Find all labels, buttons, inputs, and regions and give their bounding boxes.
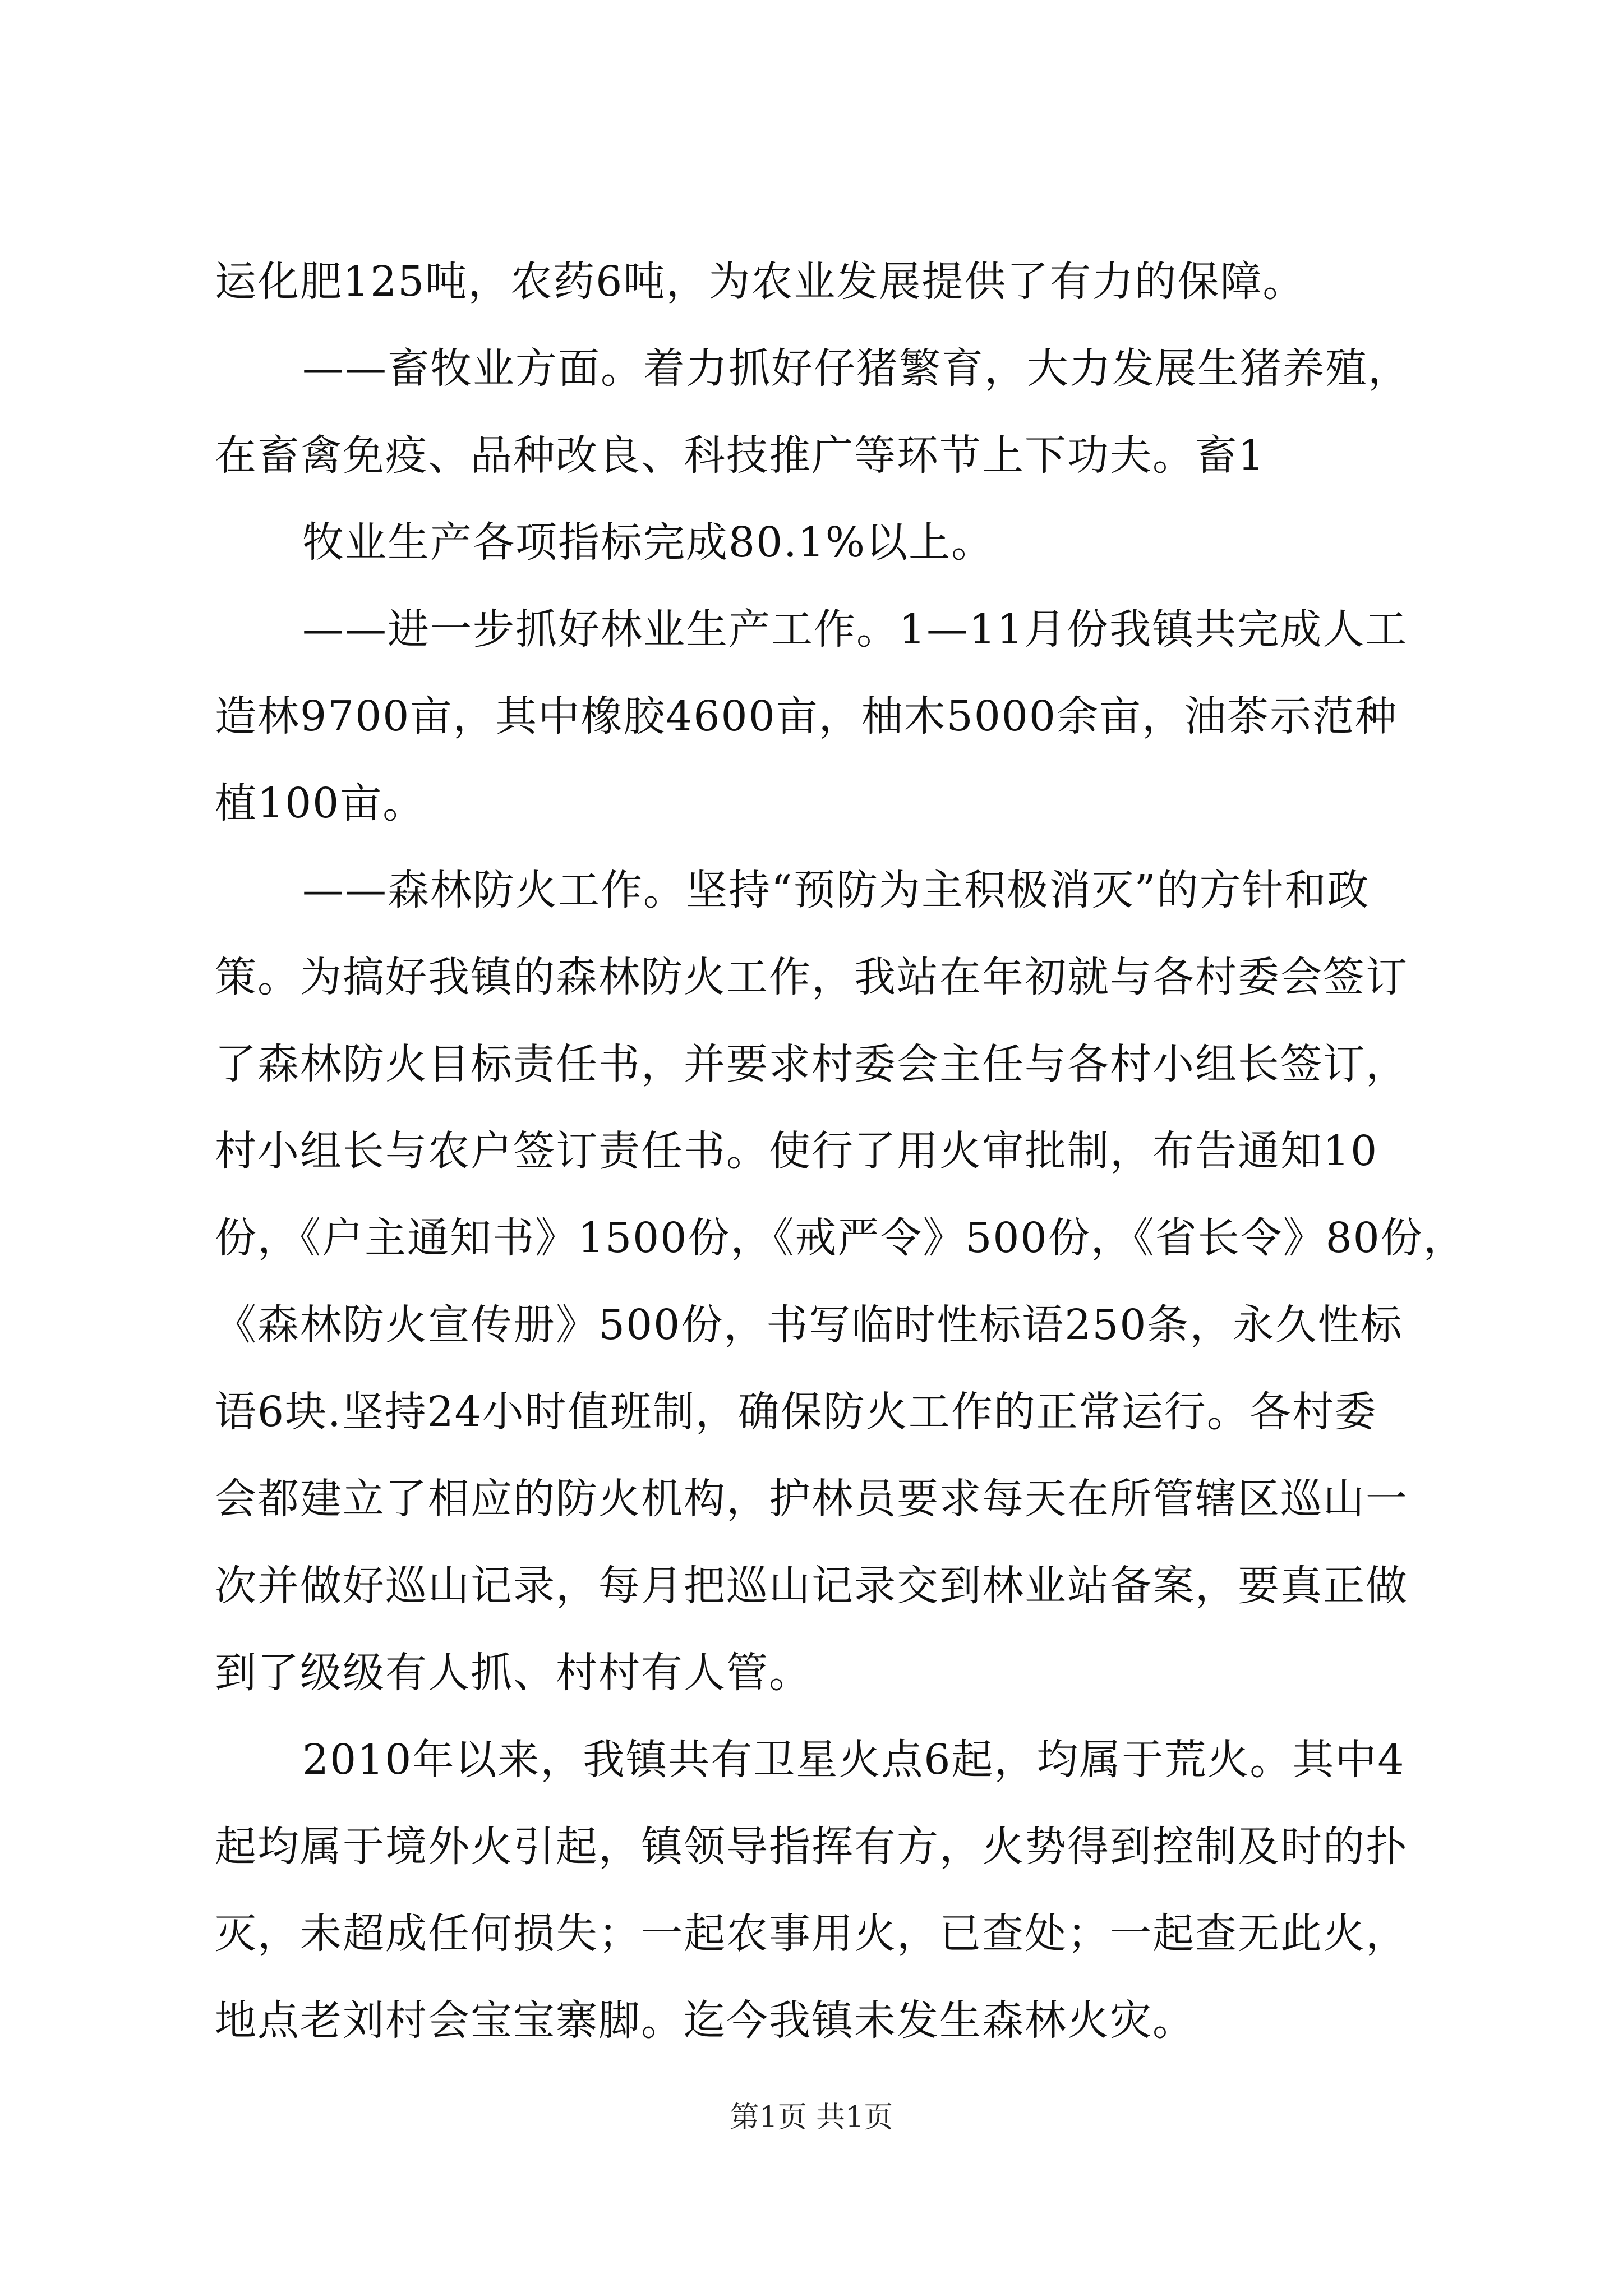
text-line: 了森林防火目标责任书，并要求村委会主任与各村小组长签订，	[215, 1040, 1408, 1088]
text-line: ——畜牧业方面。着力抓好仔猪繁育，大力发展生猪养殖，	[302, 344, 1410, 393]
document-body	[215, 238, 1466, 2064]
text-line: 地点老刘村会宝宝寨脚。迄今我镇未发生森林火灾。	[215, 1996, 1195, 2045]
text-line: 2010年以来，我镇共有卫星火点6起，均属于荒火。其中4	[302, 1736, 1405, 1784]
text-line: 份，《户主通知书》1500份，《戒严令》500份，《省长令》80份，	[215, 1214, 1466, 1262]
text-line: 村小组长与农户签订责任书。使行了用火审批制，布告通知10	[215, 1127, 1378, 1175]
text-line: 在畜禽免疫、品种改良、科技推广等环节上下功夫。畜1	[215, 431, 1266, 480]
text-line: 次并做好巡山记录，每月把巡山记录交到林业站备案，要真正做	[215, 1562, 1408, 1610]
text-line: 运化肥125吨，农药6吨，为农业发展提供了有力的保障。	[215, 257, 1306, 306]
text-line: 植100亩。	[215, 779, 426, 827]
text-line: 牧业生产各项指标完成80.1%以上。	[302, 518, 994, 567]
text-line: 灭，未超成任何损失；一起农事用火，已查处；一起查无此火，	[215, 1910, 1408, 1958]
text-line: 起均属于境外火引起，镇领导指挥有方，火势得到控制及时的扑	[215, 1823, 1408, 1871]
text-line: 会都建立了相应的防火机构，护林员要求每天在所管辖区巡山一	[215, 1475, 1408, 1523]
page-footer: 第1页 共1页	[730, 2101, 893, 2134]
text-line: 策。为搞好我镇的森林防火工作，我站在年初就与各村委会签订	[215, 953, 1408, 1001]
text-line: 《森林防火宣传册》500份，书写临时性标语250条，永久性标	[215, 1301, 1403, 1349]
text-line: 到了级级有人抓、村村有人管。	[215, 1649, 811, 1697]
text-line: ——森林防火工作。坚持“预防为主积极消灭”的方针和政	[302, 866, 1370, 914]
text-line: ——进一步抓好林业生产工作。1—11月份我镇共完成人工	[302, 605, 1408, 654]
text-line: 语6块.坚持24小时值班制，确保防火工作的正常运行。各村委	[215, 1388, 1377, 1436]
text-line: 造林9700亩，其中橡胶4600亩，柚木5000余亩，油茶示范种	[215, 692, 1398, 740]
